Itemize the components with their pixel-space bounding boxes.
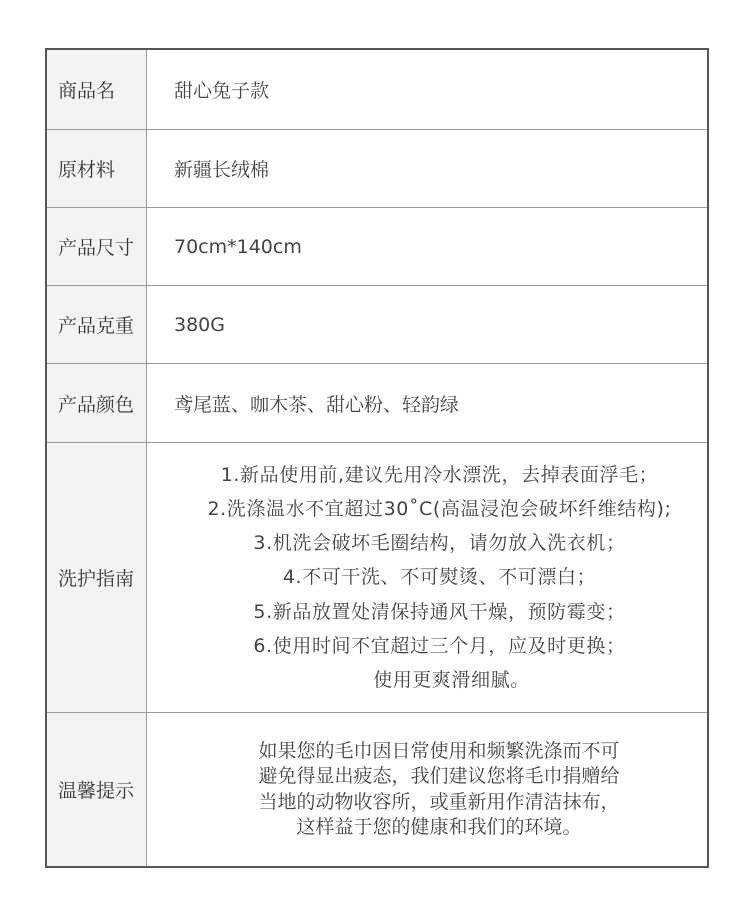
spec-label-product-name: 商品名 xyxy=(47,50,147,129)
spec-label-colors: 产品颜色 xyxy=(47,364,147,442)
spec-row-material xyxy=(47,130,707,208)
spec-row-colors xyxy=(47,364,707,443)
warm-tip-line: 当地的动物收容所，或重新用作清洁抹布， xyxy=(258,790,620,813)
care-instruction-line: 使用更爽滑细腻。 xyxy=(373,669,530,691)
spec-value-size: 70cm*140cm xyxy=(174,235,302,258)
warm-tips-paragraph xyxy=(147,713,707,866)
care-instruction-line: 1.新品使用前,建议先用冷水漂洗，去掉表面浮毛； xyxy=(220,463,659,486)
product-spec-table xyxy=(45,48,709,868)
spec-row-weight xyxy=(47,286,707,364)
spec-value-material: 新疆长绒棉 xyxy=(174,159,270,181)
spec-value-colors: 鸢尾蓝、咖木茶、甜心粉、轻韵绿 xyxy=(174,393,460,416)
warm-tip-line: 避免得显出疲态，我们建议您将毛巾捐赠给 xyxy=(258,765,620,787)
spec-label-warm-tips: 温馨提示 xyxy=(47,713,147,866)
spec-value-weight: 380G xyxy=(174,313,225,336)
spec-row-product-name xyxy=(47,50,707,130)
care-instruction-line: 5.新品放置处清保持通风干燥，预防霉变； xyxy=(253,600,626,623)
spec-row-warm-tips xyxy=(47,713,707,866)
spec-label-material: 原材料 xyxy=(47,130,147,207)
care-instruction-line: 4.不可干洗、不可熨烫、不可漂白； xyxy=(282,566,597,589)
care-instructions-list xyxy=(147,443,707,712)
spec-row-size xyxy=(47,208,707,286)
spec-value-product-name: 甜心兔子款 xyxy=(174,80,270,102)
spec-label-care-guide: 洗护指南 xyxy=(47,443,147,712)
warm-tip-line: 如果您的毛巾因日常使用和频繁洗涤而不可 xyxy=(258,739,620,762)
care-instruction-line: 6.使用时间不宜超过三个月，应及时更换； xyxy=(253,634,626,657)
spec-label-weight: 产品克重 xyxy=(47,286,147,363)
care-instruction-line: 2.洗涤温水不宜超过30˚C(高温浸泡会破坏纤维结构); xyxy=(207,497,672,520)
warm-tip-line: 这样益于您的健康和我们的环境。 xyxy=(296,816,582,838)
spec-row-care-guide xyxy=(47,443,707,713)
care-instruction-line: 3.机洗会破坏毛圈结构，请勿放入洗衣机； xyxy=(253,532,626,555)
spec-label-size: 产品尺寸 xyxy=(47,208,147,285)
